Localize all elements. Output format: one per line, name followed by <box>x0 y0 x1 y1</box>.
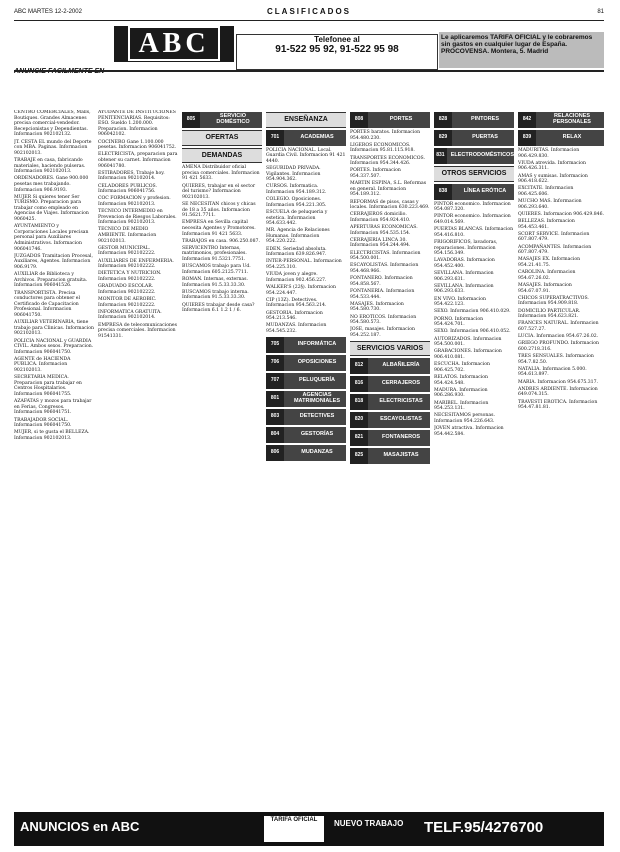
section-academias: 701 ACADEMIAS <box>266 130 346 146</box>
classified-ad: CENTRO COMERCIALES, Malls, Boutiques. Grandes Almacenes precisa comercial-vendedor. Recepcionistas y Dependientas. Informacion 902102132. <box>14 110 91 138</box>
section-agencias: 801 AGENCIAS MATRIMONIALES <box>266 391 346 407</box>
page-number: 81 <box>597 9 604 15</box>
classified-ad: ESTIBADORES, Trabaje hoy. Informacion 902102014. <box>98 170 165 182</box>
classified-ad: AYUNTAMIENTO y Corporaciones Locales precisan personal para Auxiliares Administrativos. Informacion 906041746. <box>14 224 89 252</box>
section-relax: 839 RELAX <box>518 130 604 146</box>
classified-ad: AMAS y sumisas. Informacion 906.418.622. <box>518 173 588 185</box>
classified-ad: JOSE, masajes. Informacion 954.252.187. <box>350 327 415 338</box>
classified-ad: TRABAJADOR SOCIAL. Informacion 906041750. <box>14 417 72 429</box>
classified-ad: ANDRES ARDIENTE. Informacion 649.074.315. <box>518 386 598 398</box>
section-portes: 808 PORTES <box>350 112 430 128</box>
footer-slogan: ANUNCIOS en ABC <box>20 819 140 834</box>
classified-ad: FONTANERO. Informacion 954.858.567. <box>350 276 413 287</box>
section-ensenanza: ENSEÑANZA <box>266 112 346 128</box>
classified-ad: AZAFATAS y mozos para trabajar en Ferias, Congresos. Informacion 906041751. <box>14 399 92 416</box>
classified-ad: TRABAJOS en casa. 906.250.087. <box>182 238 260 244</box>
classified-ad: MUJER Si quieres tener Ser TURISMO. Preparacion para trabajar como empleado en Agencias de Viajes. Informacion 9060425. <box>14 194 89 223</box>
classified-ad: SECRETARIA MEDICA. Preparacion para trabajar en Centros Hospitalarios. Informacion 906041755. <box>14 375 82 398</box>
section-mudanzas: 806 MUDANZAS <box>266 445 346 461</box>
classified-ad: AUXILIAR de Biblioteca y Archivos. Preparacion gratuita. Informacion 906041526. <box>14 272 88 289</box>
classified-ad: TRANSPORTISTA. Precisa conductores para obtener el Certificado de Capacitacion Profesional. Informacion 906041750. <box>14 290 80 318</box>
top-banner <box>14 26 604 106</box>
classified-ad: ACOMPAÑANTES. Informacion 607.807.479. <box>518 244 592 256</box>
classified-ad: EMPRESA de telecomunicaciones precisa comerciales. Informacion 91541331. <box>98 322 177 339</box>
classified-ad: RELATOS. Informacion 954.424.548. <box>434 374 488 386</box>
classified-ad: NATALIA. Informacion 5.000. 954.613.897. <box>518 366 587 378</box>
classified-ad: POLICIA NACIONAL. Local. Guardia Civil. Informacion 91 421 4440. <box>266 147 346 164</box>
classified-ad: TECNICO INTERMEDIO en Prevencion de Riesgos Laborales. Informacion 902102013. <box>98 209 177 226</box>
section-servicio-domestico: 805 SERVICIO DOMÉSTICO <box>182 112 262 128</box>
classified-ad: ESCAYOLISTAS. Informacion 954.468.966. <box>350 263 419 274</box>
classified-ad: FRIGORIFICOS, lavadoras, reparaciones. Informacion 954.156.349. <box>434 239 498 257</box>
classified-ad: CURSOS. Informatica. Informacion 954.189.312. <box>266 184 327 195</box>
classified-ad: FONTANERIA. Informacion 954.533.444. <box>350 288 415 300</box>
classified-ad: VIUDA atrevida. Informacion 906.426.311. <box>518 160 586 172</box>
classified-ad: MR. Agencia de Relaciones Humanas. Informacion 954.220.222. <box>266 228 330 245</box>
classified-ad: COC FORMACION y profesion. Informacion 902102013. <box>98 196 171 207</box>
phone-box <box>236 34 438 70</box>
classified-ad: CERRAJERIA LINCA 30. Informacion 954.244.494. <box>350 237 411 249</box>
classified-ad: MARIBEL. Informacion 954.253.131. <box>434 400 489 412</box>
classified-ad: MUDANZAS. Informacion 954.545.232. <box>266 323 327 334</box>
classified-ad: CERRAJEROS domicilio. Informacion 954.924.410. <box>350 212 411 223</box>
classified-ad: LUCIA. Informacion 954.67.26.02. <box>518 334 599 340</box>
classified-ad: MARIA. Informacion 954.675.317. <box>518 379 598 385</box>
classified-ad: ELECTRICISTA, preparacion para obtener su carnet. Informacion 906041780. <box>98 152 178 169</box>
classified-ad: DOMICILIO PARTICULAR. Informacion 954.623.821. <box>518 308 581 320</box>
classified-ad: QUIERES. Informacion 906.429.846. <box>518 211 604 217</box>
classified-ad: NO EROTICOS. Informacion 954.580.573. <box>350 314 417 326</box>
classified-ad: MASAJES EX. Informacion 954.21.41.75. <box>518 257 581 269</box>
classified-ad: JUZGADOS Tramitacion Procesal, Auxiliares, Agentes. Informacion 906.9179. <box>14 253 93 270</box>
divider <box>14 70 604 72</box>
classified-ad: LAVADORAS. Informacion 954.452.400. <box>434 258 495 269</box>
classified-ad: GRIEGO PROFUNDO. Informacion 600.2718.316. <box>518 341 599 352</box>
section-relaciones: 842 RELACIONES PERSONALES <box>518 112 604 128</box>
column-5 <box>350 110 430 808</box>
section-ofertas: OFERTAS <box>182 130 262 146</box>
classified-ad: EDEN. Seriedad absoluta. Informacion 639.826.947. <box>266 246 327 258</box>
classified-ad: GESTORIA. Informacion 954.213.546. <box>266 310 323 322</box>
column-1 <box>14 110 94 808</box>
classified-ad: AUTORIZADOS. Informacion 954.500.001. <box>434 336 502 348</box>
classified-ad: INTER-PERSONAL. Informacion 954.225.310. <box>266 259 342 271</box>
classified-ad: TRES SENSUALES. Informacion 954.7.82.50. <box>518 354 594 365</box>
section-peluqueria: 707 PELUQUERÍA <box>266 373 346 389</box>
column-4 <box>266 110 346 808</box>
classified-ad: PORTES baratos. Informacion 954.480.230. <box>350 130 421 141</box>
section-informatica: 705 INFORMÁTICA <box>266 337 346 353</box>
banner-left-text: ANUNCIE FACILMENTE EN <box>14 68 105 75</box>
classified-ad: PORNO. Informacion 954.424.701. <box>434 316 484 328</box>
classified-ad: FRANCES NATURAL. Informacion 607.527.27. <box>518 321 599 332</box>
classified-ad: AUXILIARES DE ENFERMERIA. Informacion 902102222. <box>98 258 174 270</box>
section-gestorias: 804 GESTORÍAS <box>266 427 346 443</box>
classified-ad: ESCUELA de peluqueria y estetica. Informacion 954.633.442. <box>266 209 328 227</box>
classified-ad: PINTOR economico. Informacion 954.087.320. <box>434 201 511 213</box>
section-title: CLASIFICADOS <box>267 7 351 16</box>
classified-ad: AUXILIAR VETERINARIA, tiene trabajo para Clinicas. Informacion 902102013. <box>14 320 94 337</box>
classified-ad: TRAVESTI EROTICA. Informacion 954.47.81.81. <box>518 399 598 411</box>
section-cerrajeros: 816 CERRAJEROS <box>350 376 430 392</box>
classified-ad: TECNICO DE MEDIO AMBIENTE. Informacion 902102013. <box>98 227 157 244</box>
classified-ad: TRABAJE en casa, fabricando materiales, haciendo pulseras. Informacion 902102013. <box>14 157 86 175</box>
classified-ad: GRABACIONES. Informacion 906.410.081. <box>434 349 502 360</box>
section-fontaneros: 821 FONTANEROS <box>350 430 430 446</box>
classified-ad: AGENTE de HACIENDA PUBLICA. Informacion 902102013. <box>14 356 71 374</box>
classified-ad: ELECTRICISTAS. Informacion 954.500.001. <box>350 250 421 262</box>
classified-ad: SEVILLANA. Informacion 906.293.633. <box>434 283 494 295</box>
classified-ad: MADURA. Informacion 906.286.930. <box>434 387 488 399</box>
column-7 <box>518 110 604 808</box>
classified-ad: MUCHO MAS. Informacion 906.293.640. <box>518 199 582 210</box>
issue-date: ABC MARTES 12-2-2002 <box>14 9 82 15</box>
classified-ad: SEVILLANA. Informacion 906.293.631. <box>434 271 494 282</box>
section-escayolistas: 820 ESCAYOLISTAS <box>350 412 430 428</box>
classified-ad: GESTOR MUNICIPAL. Informacion 902102222. <box>98 245 156 257</box>
abc-logo: ABC <box>114 26 234 62</box>
classified-ad: MASAJES. Informacion 954.67.07.91. <box>518 283 572 294</box>
classified-ad: MASAJES. Informacion 954.580.730. <box>350 301 404 313</box>
footer-tariff: TARIFA OFICIAL <box>264 816 324 842</box>
section-pintores: 828 PINTORES <box>434 112 514 128</box>
classified-ad: BUSCAMOS trabajo interna. Informacion 91.5.33.33.30. <box>182 289 249 301</box>
classified-ad: ROMAN. Internas, externas. Informacion 91.5.33.33.30. <box>182 277 248 288</box>
section-electricistas: 818 ELECTRICISTAS <box>350 394 430 410</box>
classified-ad: PINTOR economico. Informacion 649.014.569. <box>434 214 511 225</box>
classified-ad: APERTURAS ECONOMICAS. Informacion 954.535.154. <box>350 225 418 236</box>
classified-ad: COLEGIO. Oposiciones. Informacion 954.221.305. <box>266 197 327 208</box>
phone-numbers: 91-522 95 92, 91-522 95 98 <box>275 44 399 55</box>
classifieds-columns <box>14 110 604 808</box>
footer-new: NUEVO TRABAJO <box>334 819 404 828</box>
classified-ad: EXCITATE. Informacion 906.425.606. <box>518 186 574 197</box>
column-2 <box>98 110 178 808</box>
classified-ad: WALKER'S (22§). Informacion 954.224.447. <box>266 285 336 296</box>
classified-ad: JOVEN atractiva. Informacion 954.442.584. <box>434 426 504 437</box>
tariff-box: Le aplicaremos TARIFA OFICIAL y le cobraremos sin gastos en cualquier lugar de España. PROCOVENSA. Montera, 5. Madrid <box>439 32 604 68</box>
section-demandas: DEMANDAS <box>182 148 262 164</box>
footer-phone: TELF.95/4276700 <box>424 819 544 836</box>
column-3 <box>182 110 262 808</box>
section-oposiciones: 706 OPOSICIONES <box>266 355 346 371</box>
classified-ad: MADURITAS. Informacion 906.429.830. <box>518 148 580 159</box>
classified-ad: NECESITAMOS personas. Informacion 954.226.643. <box>434 413 495 424</box>
classified-ad: ESCUCHA. Informacion 906.425.702. <box>434 362 490 373</box>
classified-ad: EMPRESA en Sevilla capital necesita Agentes y Promotores. Informacion 91 421 5633. <box>182 220 256 237</box>
classified-ad: INFORMATICA GRATUITA. Informacion 902102014. <box>98 309 162 321</box>
classified-ad: CAROLINA. Informacion 954.67.26.02. <box>518 270 576 281</box>
classified-ad: REFORMAS de pisos, casas y locales. Informacion 630.223.469. <box>350 199 430 211</box>
phone-label: Telefonee al <box>314 35 360 44</box>
classified-ad: QUIERES trabajar desde casa? Informacion 6.1 1.2 1 / 6. <box>182 302 255 314</box>
classified-ad: MONITOR DE AEROBIC. Informacion 902102222. <box>98 296 157 308</box>
classified-ad: PORTES. Informacion 954.337.507. <box>350 168 401 179</box>
classified-ad: QUIERES, trabajar en el sector del turismo? Informacion 902102013. <box>182 183 256 200</box>
classified-ad: DIETETICA Y NUTRICION. Informacion 902102222. <box>98 271 162 282</box>
section-otros-servicios: OTROS SERVICIOS <box>434 166 514 182</box>
section-masajistas: 825 MASAJISTAS <box>350 448 430 464</box>
section-electrodomesticos: 831 ELECTRODOMÉSTICOS <box>434 148 514 164</box>
classified-ad: AYUDANTE DE INSTITUCIONES PENITENCIARIAS. Requisitos: ESO. Sueldo 1.200.000. Preparacion. Informacion 906042102. <box>98 110 176 138</box>
page-header <box>14 6 604 21</box>
classified-ad: SEGURIDAD PRIVADA. Vigilantes. Informacion 954.904.362. <box>266 165 321 183</box>
classified-ad: POLICIA NACIONAL y GUARDIA CIVIL. Ambos sexos. Preparacion. Informacion 906041750. <box>14 338 94 355</box>
classified-ad: BUSCAMOS trabajo para Ud. Informacion 605.2125.7711. <box>182 264 251 275</box>
classified-ad: BELLEZAS. Informacion 954.453.461. <box>518 219 575 230</box>
classified-ad: EN VIVO. Informacion 954.422.123. <box>434 296 486 308</box>
column-6 <box>434 110 514 808</box>
classified-ad: SEXO. Informacion 906.410.029. <box>434 309 511 315</box>
classified-ad: CHICOS SUPERATRACTIVOS. Informacion 954.909.818. <box>518 295 589 307</box>
footer-banner <box>14 812 604 846</box>
classified-ad: GRADUADO ESCOLAR. Informacion 902102222. <box>98 284 156 295</box>
classified-ad: JT. CESTA EL mundo del Deporte con MBA. Paginas. Informacion 902102013. <box>14 139 92 156</box>
classified-ad: TRANSPORTES ECONOMICOS. Informacion 954.344.426. <box>350 155 425 167</box>
classified-ad: ORDENADORES. Gane 900.000 pesetas mes trabajando. Informacion 906.9193. <box>14 176 89 193</box>
classified-ad: AMENA Distribuidor oficial precisa comerciales. Informacion 91 421 5633. <box>182 165 260 182</box>
classified-ad: MARTIN ESPINA, S.L. Reformas en general. Informacion 954.189.312. <box>350 181 427 198</box>
classified-ad: SERVICENTRO Internas, matrimonios, profesionales. Informacion 91.5321.7751. <box>182 245 247 263</box>
section-puertas: 829 PUERTAS <box>434 130 514 146</box>
classified-ad: PUERTAS BLANCAS. Informacion 954.416.810. <box>434 227 514 238</box>
classified-ad: CIP (13Z). Detectives. Informacion 954.563.214. <box>266 297 327 309</box>
classified-ad: VIUDA joven y alegre. Informacion 902.456.227. <box>266 272 327 283</box>
section-detectives: 803 DETECTIVES <box>266 409 346 425</box>
classified-ad: LIGEROS ECONOMICOS. Informacion 95.81.115.918. <box>350 142 415 154</box>
classified-ad: SCORT SERVICE. Informacion 607.807.479. <box>518 231 590 243</box>
section-linea-erotica: 838 LÍNEA ERÓTICA <box>434 184 514 200</box>
classified-ad: SE NECESITAN chicos y chicas de 18 a 35 años. Informacion 91.5621.7711. <box>182 201 256 219</box>
section-servicios-varios: SERVICIOS VARIOS <box>350 341 430 357</box>
classified-ad: COCINERO Gane 1.100.000 pesetas. Informacion 906041752. <box>98 139 177 151</box>
classified-ad: MUJER, si te gusta el BELLEZA. Informacion 902102013. <box>14 430 90 441</box>
classified-ad: SEXO. Informacion 906.410.052. <box>434 329 511 335</box>
classified-ad: CELADORES PUBLICOS. Informacion 906041756. <box>98 183 157 195</box>
section-albanileria: 812 ALBAÑILERÍA <box>350 358 430 374</box>
